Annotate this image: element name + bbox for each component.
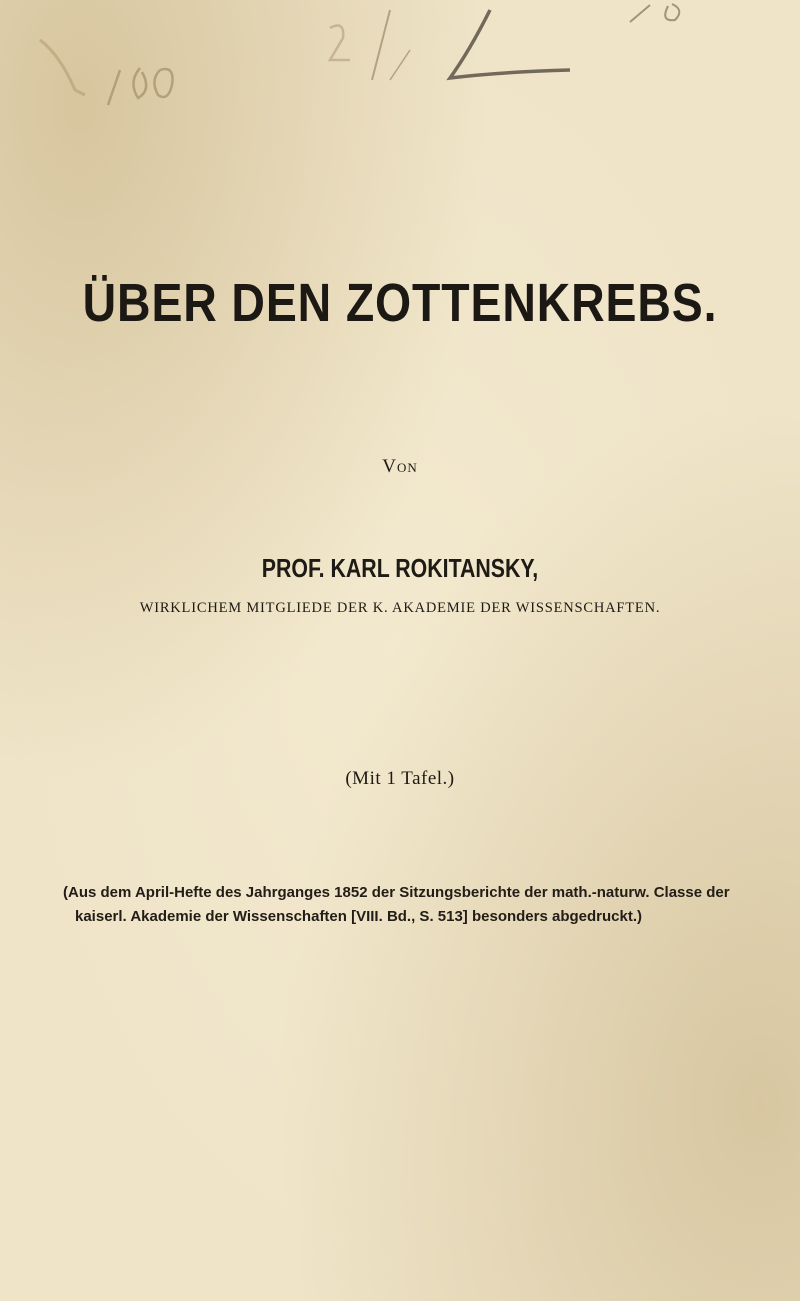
source-note-line-1: (Aus dem April-Hefte des Jahrganges 1852 der Sitzungsberichte der math.-naturw. Classe der <box>63 884 730 901</box>
source-note-line-2: kaiserl. Akademie der Wissenschaften [VIII. Bd., S. 513] besonders abgedruckt.) <box>75 908 643 925</box>
handwritten-pencil-marks <box>0 0 800 130</box>
byline-prefix: Von <box>382 456 418 477</box>
author-name: PROF. KARL ROKITANSKY, <box>261 553 539 583</box>
document-title: ÜBER DEN ZOTTENKREBS. <box>82 273 718 333</box>
source-note <box>63 881 795 929</box>
author-affiliation: WIRKLICHEM MITGLIEDE DER K. AKADEMIE DER WISSENSCHAFTEN. <box>139 600 661 616</box>
plates-note: (Mit 1 Tafel.) <box>345 768 455 789</box>
